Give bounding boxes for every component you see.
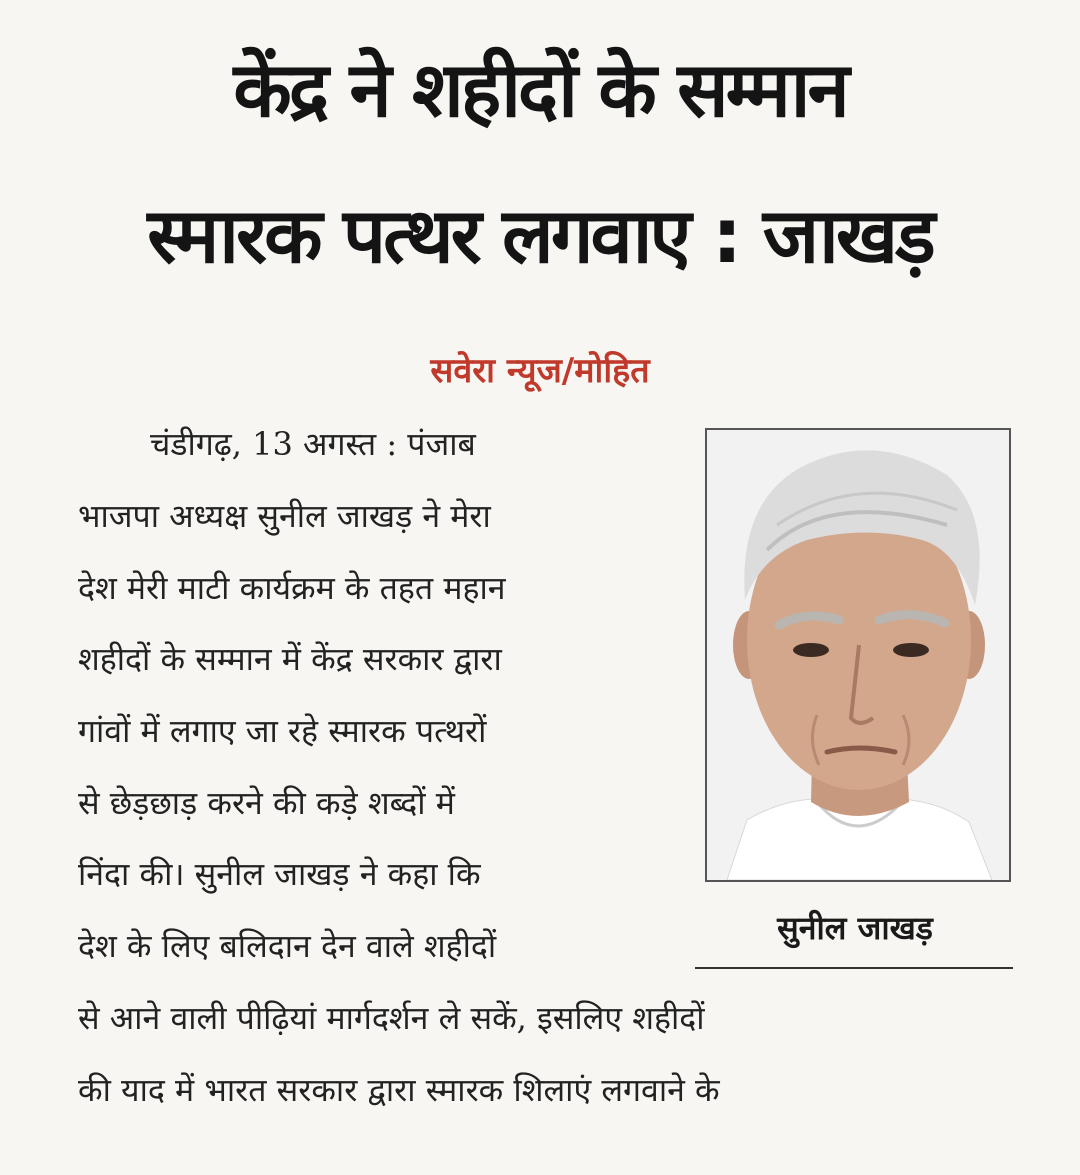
photo-caption: सुनील जाखड़: [777, 909, 933, 947]
body-line: से आने वाली पीढ़ियां मार्गदर्शन ले सकें, इसलिए शहीदों: [78, 999, 705, 1037]
body-line: चंडीगढ़, 13 अगस्त : पंजाब: [150, 425, 476, 463]
headline-line-1: केंद्र ने शहीदों के सम्मान: [233, 45, 847, 134]
body-line: गांवों में लगाए जा रहे स्मारक पत्थरों: [78, 712, 487, 750]
body-line: शहीदों के सम्मान में केंद्र सरकार द्वारा: [78, 640, 502, 678]
portrait-illustration: [707, 430, 1009, 880]
body-line: निंदा की। सुनील जाखड़ ने कहा कि: [78, 855, 481, 893]
portrait-photo: [705, 428, 1011, 882]
body-line: की याद में भारत सरकार द्वारा स्मारक शिलाएं लगवाने के: [78, 1071, 720, 1109]
byline: सवेरा न्यूज/मोहित: [430, 351, 650, 391]
body-line: देश के लिए बलिदान देन वाले शहीदों: [78, 927, 497, 965]
body-line: से छेड़छाड़ करने की कड़े शब्दों में: [78, 784, 455, 822]
headline-line-2: स्मारक पत्थर लगवाए : जाखड़: [147, 191, 933, 280]
body-line: देश मेरी माटी कार्यक्रम के तहत महान: [78, 569, 506, 607]
body-line: भाजपा अध्यक्ष सुनील जाखड़ ने मेरा: [78, 497, 491, 535]
caption-divider: [695, 967, 1013, 969]
